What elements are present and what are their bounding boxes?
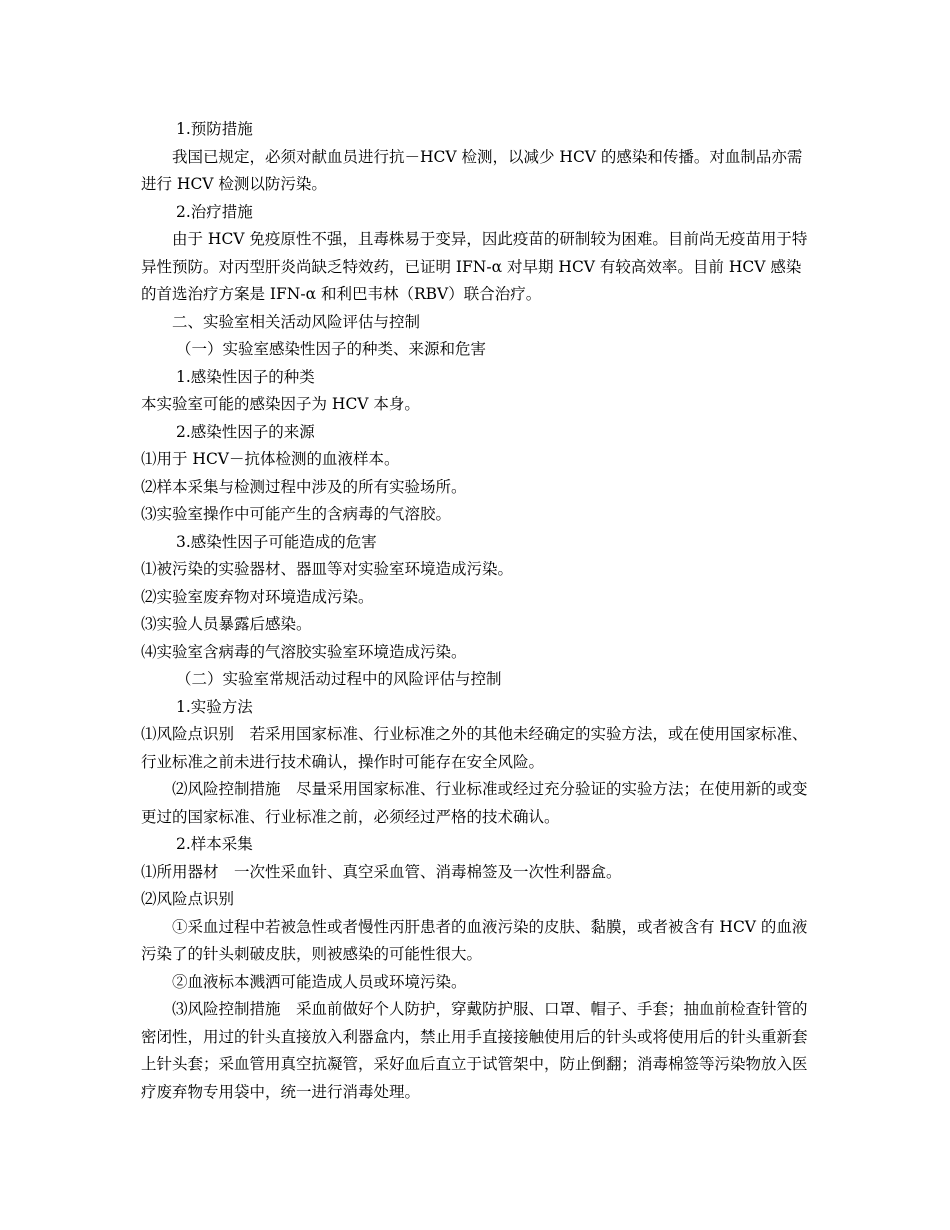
list-item-hazard-3: ⑶实验人员暴露后感染。 [141, 615, 312, 633]
list-item-hazard-2: ⑵实验室废弃物对环境造成污染。 [141, 587, 374, 606]
paragraph-prevention-text: 我国已规定，必须对献血员进行抗－HCV 检测，以减少 HCV 的感染和传播。对血制品亦需进行 HCV 检测以防污染。 [141, 147, 803, 193]
list-item-sample-risk-2: ②血液标本溅洒可能造成人员或环境污染。 [172, 972, 467, 991]
section-heading-risk-assessment: 二、实验室相关活动风险评估与控制 [172, 312, 421, 331]
heading-sample-risk: ⑵风险点识别 [141, 890, 235, 908]
heading-sample-collection: 2.样本采集 [176, 835, 253, 853]
list-item-source-2: ⑵样本采集与检测过程中涉及的所有实验场所。 [141, 477, 467, 496]
list-item-hazard-1: ⑴被污染的实验器材、器皿等对实验室环境造成污染。 [141, 560, 514, 578]
paragraph-agent-types: 本实验室可能的感染因子为 HCV 本身。 [141, 395, 420, 413]
document-body [141, 116, 811, 1106]
heading-prevention: 1.预防措施 [176, 120, 253, 138]
paragraph-sample-equipment: ⑴所用器材 一次性采血针、真空采血管、消毒棉签及一次性利器盒。 [141, 862, 622, 881]
list-item-source-1: ⑴用于 HCV－抗体检测的血液样本。 [141, 450, 400, 468]
heading-agent-hazards: 3.感染性因子可能造成的危害 [176, 532, 377, 551]
paragraph-methods-risk: ⑴风险点识别 若采用国家标准、行业标准之外的其他未经确定的实验方法，或在使用国家标准、行业标准之前未进行技术确认，操作时可能存在安全风险。 [141, 725, 808, 771]
subsection-heading-routine-activities: （二）实验室常规活动过程中的风险评估与控制 [176, 670, 502, 688]
paragraph-sample-control: ⑶风险控制措施 采血前做好个人防护，穿戴防护服、口罩、帽子、手套；抽血前检查针管的密闭性，用过的针头直接放入利器盒内，禁止用手直接接触使用后的针头或将使用后的针头重新套上针头套；采血管用真空抗凝管，采好血后直立于试管架中，防止倒翻；消毒棉签等污染物放入医疗废弃物专用袋中，统一进行消毒处理。 [141, 1000, 808, 1101]
subsection-heading-infectious-agents: （一）实验室感染性因子的种类、来源和危害 [176, 340, 487, 358]
list-item-sample-risk-1: ①采血过程中若被急性或者慢性丙肝患者的血液污染的皮肤、黏膜，或者被含有 HCV 的血液污染了的针头刺破皮肤，则被感染的可能性很大。 [141, 917, 808, 963]
heading-agent-types: 1.感染性因子的种类 [176, 367, 315, 386]
heading-methods: 1.实验方法 [176, 697, 253, 716]
heading-agent-sources: 2.感染性因子的来源 [176, 422, 315, 441]
paragraph-methods-control: ⑵风险控制措施 尽量采用国家标准、行业标准或经过充分验证的实验方法；在使用新的或变更过的国家标准、行业标准之前，必须经过严格的技术确认。 [141, 780, 808, 826]
paragraph-treatment-text: 由于 HCV 免疫原性不强，且毒株易于变异，因此疫苗的研制较为困难。目前尚无疫苗用于特异性预防。对丙型肝炎尚缺乏特效药，已证明 IFN-α 对早期 HCV 有较高效率。目前 HCV 感染的首选治疗方案是 IFN-α 和利巴韦林（RBV）联合治疗。 [141, 230, 808, 303]
heading-treatment: 2.治疗措施 [176, 202, 253, 221]
list-item-hazard-4: ⑷实验室含病毒的气溶胶实验室环境造成污染。 [141, 642, 467, 661]
list-item-source-3: ⑶实验室操作中可能产生的含病毒的气溶胶。 [141, 505, 452, 523]
